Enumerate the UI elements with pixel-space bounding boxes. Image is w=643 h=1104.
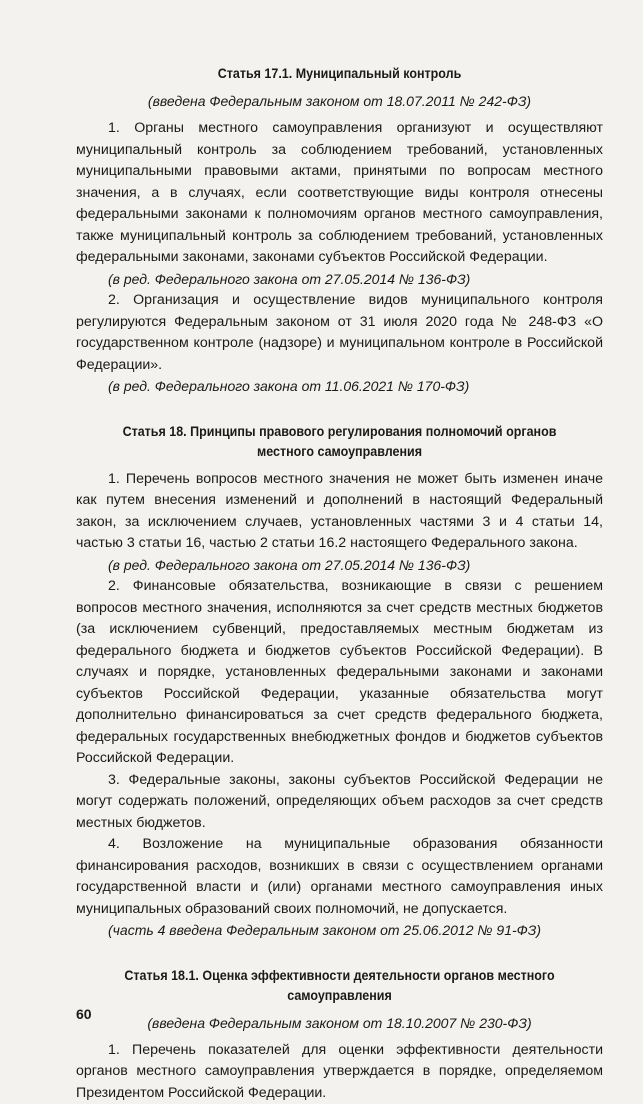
- article-note-17-1: (введена Федеральным законом от 18.07.2011 № 242-ФЗ): [76, 90, 603, 112]
- page-number: 60: [76, 1006, 92, 1022]
- amendment-note: (в ред. Федерального закона от 27.05.2014 № 136-ФЗ): [76, 269, 603, 291]
- paragraph: 2. Финансовые обязательства, возникающие в связи с решением вопросов местного значения, исполняются за счет средств местных бюджетов (за исключением субвенций, предоставляемых местным бюджетам из федерального бюджета и бюджетов субъектов Российской Федерации). В случаях и порядке, установленных федеральными законами и законами субъектов Российской Федерации, указанные обязательства могут дополнительно финансироваться за счет средств федерального бюджета, федеральных государственных внебюджетных фондов и бюджетов субъектов Российской Федерации.: [76, 576, 603, 770]
- article-note-18-1: (введена Федеральным законом от 18.10.2007 № 230-ФЗ): [76, 1012, 603, 1034]
- article-heading-18-1: Статья 18.1. Оценка эффективности деятельности органов местного самоуправления: [97, 966, 582, 1006]
- paragraph: 2. Организация и осуществление видов муниципального контроля регулируются Федеральным законом от 31 июля 2020 года № 248-ФЗ «О государственном контроле (надзоре) и муниципальном контроле в Российской Федерации».: [76, 290, 603, 376]
- amendment-note: (часть 4 введена Федеральным законом от 25.06.2012 № 91-ФЗ): [76, 920, 603, 942]
- paragraph: 1. Перечень показателей для оценки эффективности деятельности органов местного самоуправления утверждается в порядке, определяемом Президентом Российской Федерации.: [76, 1040, 603, 1104]
- article-heading-18: Статья 18. Принципы правового регулирования полномочий органов местного самоуправления: [97, 422, 582, 462]
- amendment-note: (в ред. Федерального закона от 27.05.2014 № 136-ФЗ): [76, 555, 603, 577]
- article-heading-17-1: Статья 17.1. Муниципальный контроль: [97, 64, 582, 84]
- paragraph: 1. Перечень вопросов местного значения не может быть изменен иначе как путем внесения изменений и дополнений в настоящий Федеральный закон, за исключением случаев, установленных частями 3 и 4 статьи 14, частью 3 статьи 16, частью 2 статьи 16.2 настоящего Федерального закона.: [76, 469, 603, 555]
- amendment-note: (в ред. Федерального закона от 11.06.2021 № 170-ФЗ): [76, 376, 603, 398]
- paragraph: 3. Федеральные законы, законы субъектов Российской Федерации не могут содержать положений, определяющих объем расходов за счет средств местных бюджетов.: [76, 770, 603, 835]
- paragraph: 4. Возложение на муниципальные образования обязанности финансирования расходов, возникших в связи с осуществлением органами государственной власти и (или) органами местного самоуправления иных муниципальных образований своих полномочий, не допускается.: [76, 834, 603, 920]
- paragraph: 1. Органы местного самоуправления организуют и осуществляют муниципальный контроль за соблюдением требований, установленных муниципальными правовыми актами, принятыми по вопросам местного значения, а в случаях, если соответствующие виды контроля отнесены федеральными законами к полномочиям органов местного самоуправления, также муниципальный контроль за соблюдением требований, установленных федеральными законами, законами субъектов Российской Федерации.: [76, 118, 603, 269]
